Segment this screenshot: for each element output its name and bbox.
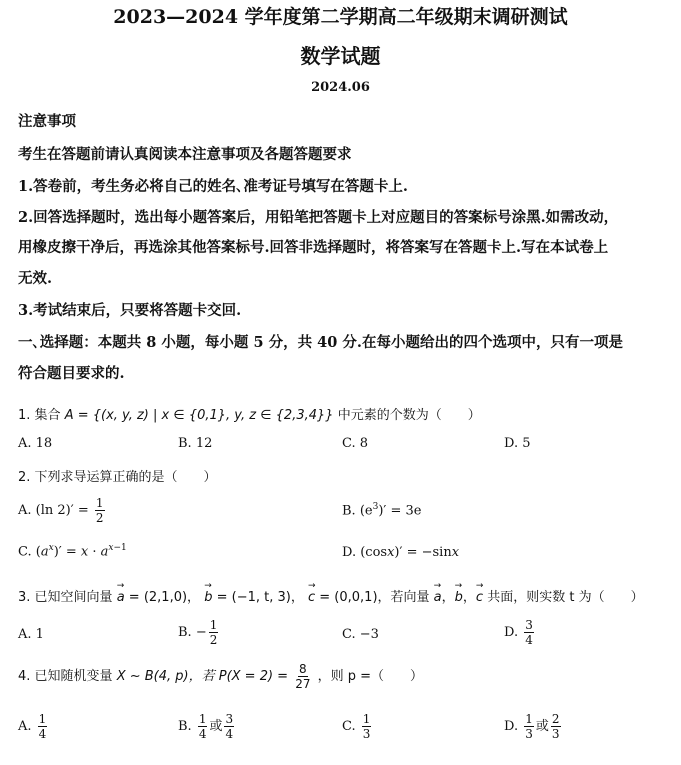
q1-option-d: D. 5: [504, 436, 531, 451]
q3-vector-b-value: = (−1, t, 3)，: [216, 590, 304, 605]
notice-item-2-line-2: 用橡皮擦干净后，再选涂其他答案标号.回答非选择题时，将答案写在答题卡上.写在本试卷上: [18, 239, 609, 256]
q3-vector-a-value: = (2,1,0)，: [128, 590, 201, 605]
exam-subject: 数学试题: [300, 44, 381, 68]
q2-option-a-label: A.: [18, 503, 32, 518]
section1-line-2: 符合题目要求的.: [18, 365, 125, 382]
q3-option-b: B. − $\frac{1}{2}$: [178, 618, 218, 647]
q2-option-d: D. (cosx)′ = −sinx: [342, 545, 460, 560]
notice-heading: 注意事项: [18, 113, 76, 130]
question-2: 2. 下列求导运算正确的是（ ）: [18, 470, 217, 485]
q3-prefix: 3. 已知空间向量: [18, 590, 113, 605]
q2-option-a: A. (ln 2)′ = $\frac{1}{2}$: [18, 496, 104, 525]
q1-prefix: 1. 集合: [18, 408, 61, 423]
exam-date: 2024.06: [311, 80, 370, 95]
notice-item-3: 3.考试结束后，只要将答题卡交回.: [18, 302, 242, 319]
q4-distribution: X ~ B(4, p)，若 P(X = 2) =: [116, 669, 289, 684]
q3-suffix: 共面，则实数 t 为（ ）: [487, 590, 644, 605]
q2-option-c: C. $(a^x)' = x \cdot a^{x-1}$: [18, 543, 127, 560]
question-1: [18, 404, 481, 423]
q1-option-c: C. 8: [342, 436, 369, 451]
q1-option-b: B. 12: [178, 436, 213, 451]
q2-option-b-label: B.: [342, 503, 356, 519]
notice-item-1: 1.答卷前，考生务必将自己的姓名､准考证号填写在答题卡上.: [18, 178, 408, 195]
notice-item-2-line-3: 无效.: [18, 270, 53, 287]
q4-option-c: C. $\frac{1}{3}$: [342, 712, 371, 741]
question-4: [18, 662, 423, 691]
q3-option-c: C. −3: [342, 627, 379, 642]
q4-option-b: B. $\frac{1}{4}$ 或 $\frac{3}{4}$: [178, 712, 234, 741]
q4-option-d: D. $\frac{1}{3}$ 或 $\frac{2}{3}$: [504, 712, 560, 741]
fraction-eight-27ths: $\frac{8}{27}$: [295, 662, 311, 691]
fraction-one-half: $\frac{1}{2}$: [95, 496, 104, 525]
q1-suffix: 中元素的个数为（ ）: [337, 408, 481, 423]
q3-option-d: D. $\frac{3}{4}$: [504, 618, 533, 647]
q2-option-c-label: C.: [18, 544, 32, 560]
q3-vector-c-value: = (0,0,1)，若向量: [319, 590, 430, 605]
q4-suffix: ，则 p =（ ）: [317, 669, 424, 684]
notice-intro: 考生在答题前请认真阅读本注意事项及各题答题要求: [18, 146, 352, 163]
q4-prefix: 4. 已知随机变量: [18, 669, 113, 684]
exam-title: 2023—2024 学年度第二学期高二年级期末调研测试: [113, 6, 568, 28]
q4-option-a: A. $\frac{1}{4}$: [18, 712, 47, 741]
question-3: 3. 已知空间向量 → a = (2,1,0)， → b = (−1, t, 3)， → c = (0,0,1)，若向量 → a，→ b，→ c 共面，则实数 t 为（ ）: [18, 586, 644, 605]
notice-item-2-line-1: 2.回答选择题时，选出每小题答案后，用铅笔把答题卡上对应题目的答案标号涂黑.如需改动，: [18, 209, 619, 226]
q1-set: A = {(x, y, z) | x ∈ {0,1}, y, z ∈ {2,3,4}}: [64, 408, 334, 423]
section1-line-1: 一､选择题：本题共 8 小题，每小题 5 分，共 40 分.在每小题给出的四个选项中，只有一项是: [18, 334, 623, 351]
q1-option-a: A. 18: [18, 436, 53, 451]
q3-option-a: A. 1: [18, 627, 44, 642]
q2-option-d-label: D.: [342, 545, 357, 560]
vector-b: → b: [204, 590, 212, 605]
vector-a: → a: [117, 590, 125, 605]
vector-c: → c: [308, 590, 315, 605]
q2-option-b: B. $(e^3)' = 3e$: [342, 502, 422, 519]
